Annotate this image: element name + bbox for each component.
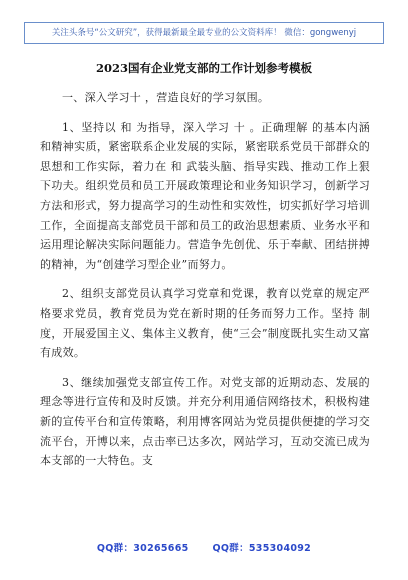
footer-qq-group-2: QQ群：535304092 [212, 543, 312, 554]
section-heading-1: 一、深入学习十 ，营造良好的学习氛围。 [62, 91, 270, 104]
header-banner: 关注头条号“公文研究”，获得最新最全最专业的公文资料库！ 微信：gongwenyj [24, 22, 384, 44]
paragraph-3: 3、继续加强党支部宣传工作。对党支部的近期动态、发展的理念等进行宣传和及时反馈。并充分利用通信网络技术，积极构建新的宣传平台和宣传策略，利用博客网站为党员提供便捷的学习交流平台，开博以来，点击率已达多次，网站学习，互动交流已成为本支部的一大特色。支 [40, 375, 370, 468]
paragraph-2: 2、组织支部党员认真学习党章和党课，教育以党章的规定严格要求党员，教育党员为党在新时期的任务而努力工作。坚持 制度，开展爱国主义、集体主义教育，使“三会”制度既扎实生动又富有成效。 [40, 287, 370, 360]
paragraph-1: 1、坚持以 和 为指导，深入学习 十 。正确理解 的基本内涵和精神实质，紧密联系企业发展的实际，紧密联系党员干部群众的思想和工作实际，着力在 和 武装头脑、指导实践、推动工作上狠下功夫。组织党员和员工开展政策理论和业务知识学习，创新学习方法和形式，努力提高学习的生动性和实效性，切实抓好学习培训工作，全面提高支部党员干部和员工的政治思想素质、业务水平和运用理论解决实际问题能力。营造争先创优、乐于奉献、团结拼搏的精神，为“创建学习型企业”而努力。 [40, 120, 370, 271]
footer-qq-group-1: QQ群：30265665 [96, 543, 189, 554]
document-title: 2023国有企业党支部的工作计划参考模板 [95, 61, 312, 75]
footer-qq-groups [0, 540, 408, 554]
document-body [40, 88, 370, 481]
